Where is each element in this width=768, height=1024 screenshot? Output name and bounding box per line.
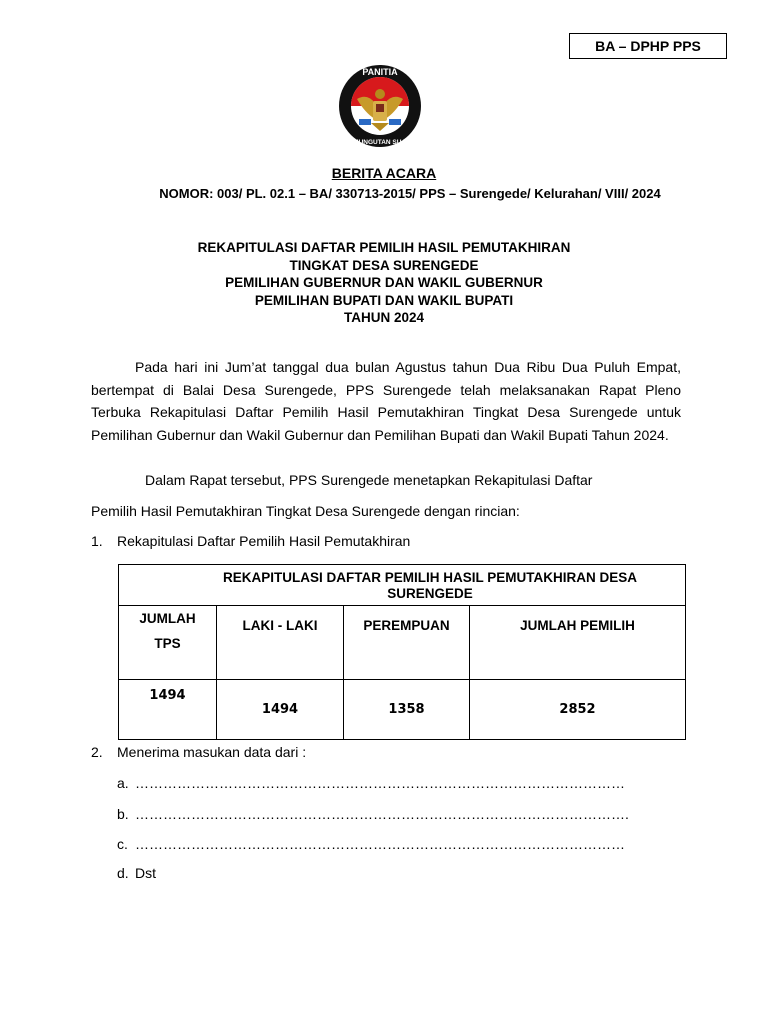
header-perempuan: PEREMPUAN <box>344 606 470 680</box>
header-tps-line1: JUMLAH <box>139 611 196 626</box>
recap-table-title: REKAPITULASI DAFTAR PEMILIH HASIL PEMUTAKHIRAN DESA SURENGEDE <box>119 565 686 606</box>
sub-item-a <box>117 775 625 791</box>
sub-item-label: c. <box>117 836 128 852</box>
logo-bottom-text: PEMUNGUTAN SUARA <box>344 139 416 146</box>
cell-tps: 1494 <box>119 680 217 740</box>
cell-jumlah-pemilih: 2852 <box>470 680 686 740</box>
decision-paragraph-continued: Pemilih Hasil Pemutakhiran Tingkat Desa Surengede dengan rincian: <box>91 503 520 519</box>
heading-line: TAHUN 2024 <box>343 310 425 325</box>
table-row <box>119 680 686 740</box>
heading-line: TINGKAT DESA SURENGEDE <box>289 257 479 273</box>
sub-item-d <box>117 865 156 881</box>
document-heading <box>0 239 768 327</box>
document-number: NOMOR: 003/ PL. 02.1 – BA/ 330713-2015/ PPS – Surengede/ Kelurahan/ VIII/ 2024 <box>159 186 661 201</box>
list-item-1-text: Rekapitulasi Daftar Pemilih Hasil Pemutakhiran <box>117 533 411 549</box>
header-laki-laki: LAKI - LAKI <box>217 606 344 680</box>
kpu-garuda-logo <box>337 63 423 149</box>
logo-top-text: PANITIA <box>362 67 398 77</box>
list-item-2-number: 2. <box>91 744 103 760</box>
sub-item-text: …………………………………………………………………………………………… <box>135 775 625 791</box>
sub-item-text: …………………………………………………………………………………………… <box>135 836 625 852</box>
heading-line: PEMILIHAN GUBERNUR DAN WAKIL GUBERNUR <box>225 275 543 290</box>
document-title: BERITA ACARA <box>331 165 437 181</box>
header-jumlah-pemilih: JUMLAH PEMILIH <box>470 606 686 680</box>
sub-item-label: d. <box>117 865 129 881</box>
opening-paragraph: Pada hari ini Jum’at tanggal dua bulan Agustus tahun Dua Ribu Dua Puluh Empat, bertempat di Balai Desa Surengede, PPS Surengede telah melaksanakan Rapat Pleno Terbuka Rekapitulasi Daftar Pemilih Hasil Pemutakhiran Tingkat Desa Surengede untuk Pemilihan Gubernur dan Wakil Gubernur dan Pemilihan Bupati dan Wakil Bupati Tahun 2024. <box>91 359 681 443</box>
sub-item-label: a. <box>117 775 129 791</box>
list-item-1-number: 1. <box>91 533 103 549</box>
sub-item-c <box>117 836 625 852</box>
recap-table <box>118 564 686 740</box>
document-code-box: BA – DPHP PPS <box>569 33 727 59</box>
sub-item-label: b. <box>117 806 129 822</box>
sub-item-b <box>117 806 629 822</box>
decision-paragraph: Dalam Rapat tersebut, PPS Surengede menetapkan Rekapitulasi Daftar <box>145 472 593 488</box>
header-jumlah-tps <box>119 606 217 680</box>
heading-line: REKAPITULASI DAFTAR PEMILIH HASIL PEMUTAKHIRAN <box>197 240 571 255</box>
sub-item-text: Dst <box>135 865 156 881</box>
cell-laki-laki: 1494 <box>217 680 344 740</box>
header-tps-line2: TPS <box>154 636 181 651</box>
sub-item-text: ……………………………………………………………………………………………. <box>135 806 629 822</box>
list-item-2-text: Menerima masukan data dari : <box>117 744 307 760</box>
heading-line: PEMILIHAN BUPATI DAN WAKIL BUPATI <box>254 292 514 308</box>
cell-perempuan: 1358 <box>344 680 470 740</box>
